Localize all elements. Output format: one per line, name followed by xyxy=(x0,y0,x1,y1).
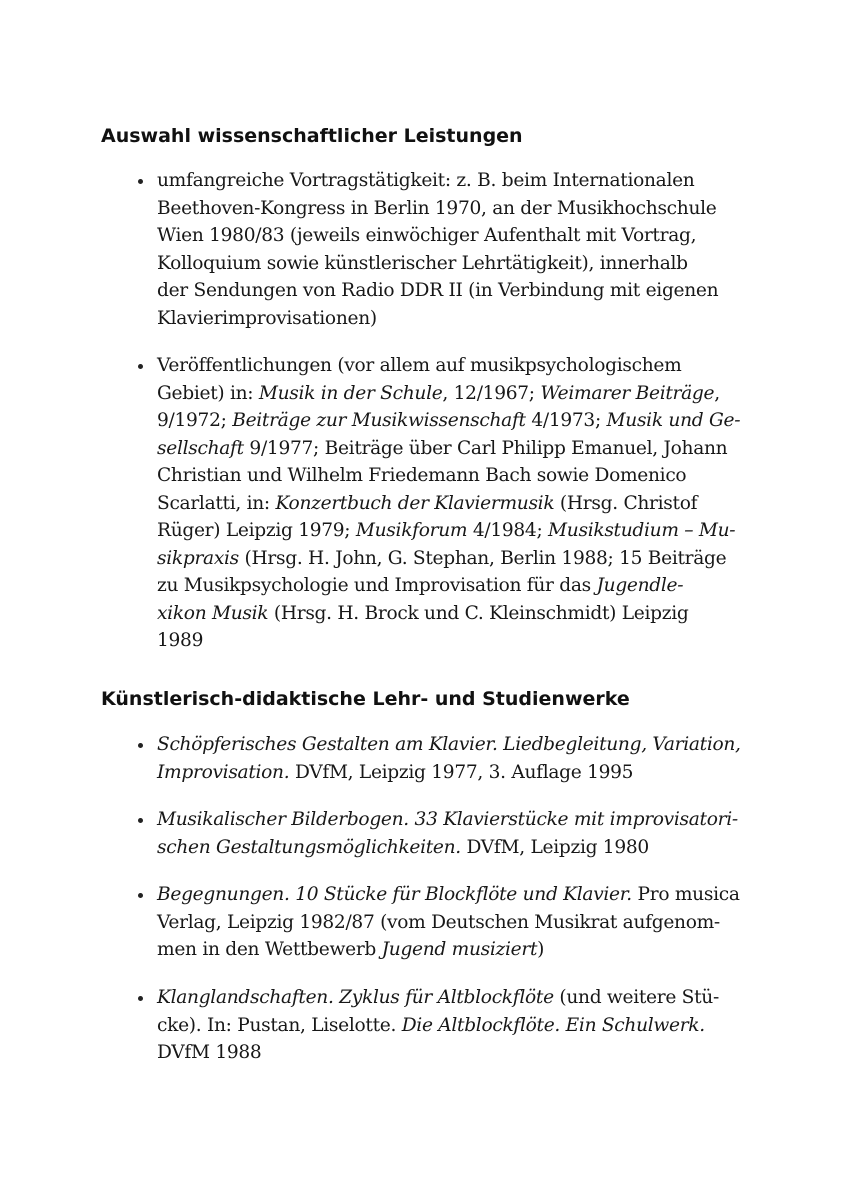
text-line: Improvisation. DVfM, Leipzig 1977, 3. Auflage 1995 xyxy=(157,761,634,783)
text-line: Kolloquium sowie künstlerischer Lehrtätigkeit), innerhalb xyxy=(157,252,688,274)
text-line: men in den Wettbewerb Jugend musiziert) xyxy=(157,939,545,960)
text-line: Wien 1980/83 (jeweils einwöchiger Aufenthalt mit Vortrag, xyxy=(157,225,697,246)
text-line: Klanglandschaften. Zyklus für Altblockflöte (und weitere Stü- xyxy=(157,987,719,1008)
list-item-lectures xyxy=(157,167,718,332)
text-line: schen Gestaltungsmöglichkeiten. DVfM, Leipzig 1980 xyxy=(157,836,649,858)
text-line: Gebiet) in: Musik in der Schule, 12/1967; Weimarer Beiträge, xyxy=(157,382,720,404)
list-item-publications xyxy=(157,352,740,655)
list-item-work-gestalten xyxy=(157,731,741,786)
text-line: umfangreiche Vortragstätigkeit: z. B. beim Internationalen xyxy=(157,170,695,191)
list-item-work-klanglandschaften xyxy=(157,984,719,1067)
text-line: Rüger) Leipzig 1979; Musikforum 4/1984; Musikstudium – Mu- xyxy=(157,520,736,541)
text-line: Musikalischer Bilderbogen. 33 Klavierstücke mit improvisatori- xyxy=(157,809,738,830)
bullet-icon xyxy=(138,996,143,1001)
text-line: DVfM 1988 xyxy=(157,1042,262,1063)
section-heading-teaching-works: Künstlerisch-didaktische Lehr- und Studienwerke xyxy=(101,688,630,710)
text-line: Begegnungen. 10 Stücke für Blockflöte und Klavier. Pro musica xyxy=(157,884,740,905)
text-line: der Sendungen von Radio DDR II (in Verbindung mit eigenen xyxy=(157,280,719,301)
bullet-icon xyxy=(138,893,143,898)
text-line: Schöpferisches Gestalten am Klavier. Liedbegleitung, Variation, xyxy=(157,734,741,755)
text-line: 9/1972; Beiträge zur Musikwissenschaft 4/1973; Musik und Ge- xyxy=(157,410,741,431)
bullet-icon xyxy=(138,743,143,748)
text-line: Christian und Wilhelm Friedemann Bach sowie Domenico xyxy=(157,465,687,486)
text-line: Scarlatti, in: Konzertbuch der Klaviermusik (Hrsg. Christof xyxy=(157,492,698,514)
section-heading-scientific-achievements: Auswahl wissenschaftlicher Leistungen xyxy=(101,125,523,147)
text-line: sellschaft 9/1977; Beiträge über Carl Philipp Emanuel, Johann xyxy=(157,437,728,459)
bullet-icon xyxy=(138,818,143,823)
text-line: sikpraxis (Hrsg. H. John, G. Stephan, Berlin 1988; 15 Beiträge xyxy=(157,547,727,569)
text-line: 1989 xyxy=(157,630,204,651)
text-line: cke). In: Pustan, Liselotte. Die Altblockflöte. Ein Schulwerk. xyxy=(157,1014,705,1036)
list-item-work-bilderbogen xyxy=(157,806,738,861)
text-line: xikon Musik (Hrsg. H. Brock und C. Kleinschmidt) Leipzig xyxy=(157,602,689,624)
list-item-work-begegnungen xyxy=(157,881,740,964)
text-line: zu Musikpsychologie und Improvisation für das Jugendle- xyxy=(157,575,684,596)
bullet-icon xyxy=(138,179,143,184)
bullet-icon xyxy=(138,364,143,369)
text-line: Beethoven-Kongress in Berlin 1970, an der Musikhochschule xyxy=(157,197,717,219)
text-line: Veröffentlichungen (vor allem auf musikpsychologischem xyxy=(157,355,682,376)
text-line: Verlag, Leipzig 1982/87 (vom Deutschen Musikrat aufgenom- xyxy=(157,911,720,933)
text-line: Klavierimprovisationen) xyxy=(157,307,377,329)
